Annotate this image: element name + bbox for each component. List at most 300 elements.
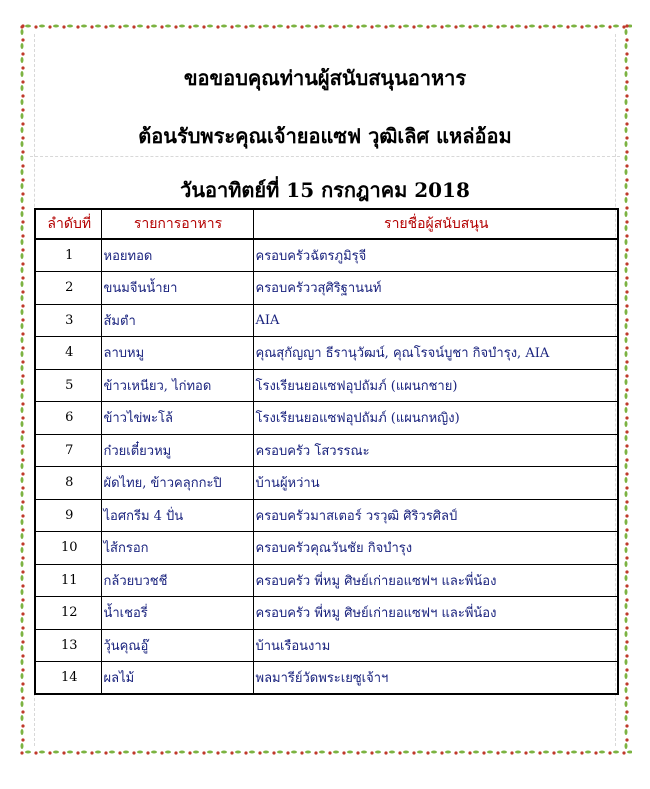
border-leaf [625, 463, 628, 469]
border-leaf [375, 25, 381, 28]
border-leaf [361, 751, 367, 754]
border-leaf [557, 25, 563, 28]
border-leaf [625, 29, 628, 35]
border-ornament [552, 25, 555, 28]
border-ornament [21, 206, 24, 209]
border-leaf [235, 751, 241, 754]
border-ornament [625, 374, 628, 377]
border-leaf [625, 729, 628, 735]
border-leaf [21, 113, 24, 119]
border-ornament [174, 25, 177, 28]
border-ornament [426, 25, 429, 28]
border-ornament [244, 25, 247, 28]
border-ornament [625, 388, 628, 391]
border-leaf [625, 155, 628, 161]
border-ornament [272, 751, 275, 754]
border-ornament [21, 696, 24, 699]
border-ornament [104, 25, 107, 28]
border-leaf [39, 751, 45, 754]
border-ornament [608, 25, 611, 28]
border-leaf [625, 547, 628, 553]
border-leaf [21, 267, 24, 273]
border-leaf [21, 323, 24, 329]
border-ornament [21, 626, 24, 629]
border-ornament [76, 751, 79, 754]
border-leaf [625, 393, 628, 399]
border-ornament [625, 220, 628, 223]
border-ornament [625, 738, 628, 741]
border-ornament [625, 164, 628, 167]
border-leaf [305, 25, 311, 28]
border-leaf [625, 589, 628, 595]
heading-thanks: ขอขอบคุณท่านผู้สนับสนุนอาหาร [183, 66, 467, 90]
border-leaf [21, 211, 24, 217]
border-ornament [384, 25, 387, 28]
border-leaf [81, 751, 87, 754]
border-ornament [496, 25, 499, 28]
border-leaf [431, 751, 437, 754]
border-ornament [21, 584, 24, 587]
border-leaf [625, 43, 628, 49]
decorative-border-top [18, 22, 632, 32]
border-ornament [625, 472, 628, 475]
border-leaf [21, 519, 24, 525]
border-leaf [21, 505, 24, 511]
border-leaf [179, 25, 185, 28]
border-ornament [594, 751, 597, 754]
border-ornament [48, 25, 51, 28]
border-leaf [21, 645, 24, 651]
border-ornament [625, 570, 628, 573]
border-ornament [202, 751, 205, 754]
border-ornament [625, 38, 628, 41]
border-leaf [347, 751, 353, 754]
border-ornament [174, 751, 177, 754]
border-ornament [21, 346, 24, 349]
border-ornament [21, 164, 24, 167]
border-ornament [90, 751, 93, 754]
border-ornament [454, 751, 457, 754]
border-ornament [21, 682, 24, 685]
border-ornament [34, 25, 37, 28]
heading-date: วันอาทิตย์ที่ 15 กรกฎาคม 2018 [180, 178, 470, 202]
row-number: 7 [35, 434, 101, 467]
border-leaf [95, 25, 101, 28]
border-leaf [625, 253, 628, 259]
sponsor-name: ครอบครัวคุณวันชัย กิจบำรุง [253, 532, 618, 565]
border-leaf [625, 687, 628, 693]
sponsor-name: ครอบครัวฉัตรภูมิรุจี [253, 239, 618, 272]
border-ornament [21, 556, 24, 559]
border-leaf [21, 729, 24, 735]
border-ornament [398, 25, 401, 28]
border-ornament [625, 654, 628, 657]
layout-guide [30, 156, 620, 157]
border-ornament [625, 444, 628, 447]
border-ornament [300, 751, 303, 754]
row-number: 3 [35, 304, 101, 337]
border-leaf [487, 751, 493, 754]
border-ornament [258, 25, 261, 28]
border-leaf [319, 751, 325, 754]
border-ornament [342, 751, 345, 754]
border-ornament [21, 486, 24, 489]
border-ornament [160, 751, 163, 754]
border-ornament [132, 25, 135, 28]
border-leaf [613, 25, 619, 28]
border-ornament [21, 248, 24, 251]
border-leaf [625, 715, 628, 721]
sponsor-name: คุณสุกัญญา ธีรานุวัฒน์, คุณโรจน์บูชา กิจบำรุง, AIA [253, 337, 618, 370]
border-leaf [625, 295, 628, 301]
border-ornament [625, 612, 628, 615]
row-number: 12 [35, 597, 101, 630]
border-ornament [625, 360, 628, 363]
border-leaf [625, 701, 628, 707]
sponsor-name: โรงเรียนยอแซฟอุปถัมภ์ (แผนกชาย) [253, 369, 618, 402]
border-leaf [501, 25, 507, 28]
food-item: ก๋วยเตี๋ยวหมู [101, 434, 253, 467]
border-leaf [193, 751, 199, 754]
border-leaf [151, 751, 157, 754]
border-ornament [21, 458, 24, 461]
row-number: 11 [35, 564, 101, 597]
border-ornament [608, 751, 611, 754]
border-leaf [21, 603, 24, 609]
sponsor-name: โรงเรียนยอแซฟอุปถัมภ์ (แผนกหญิง) [253, 402, 618, 435]
border-leaf [21, 449, 24, 455]
border-ornament [146, 25, 149, 28]
table-row [35, 369, 618, 402]
border-ornament [62, 751, 65, 754]
border-ornament [412, 25, 415, 28]
sponsor-name: ครอบครัว พี่หมู ศิษย์เก่ายอแซฟฯ และพี่น้อง [253, 564, 618, 597]
border-ornament [625, 94, 628, 97]
border-leaf [375, 751, 381, 754]
border-ornament [625, 248, 628, 251]
border-ornament [625, 402, 628, 405]
border-leaf [417, 751, 423, 754]
border-leaf [21, 43, 24, 49]
border-leaf [599, 25, 605, 28]
border-leaf [487, 25, 493, 28]
border-leaf [21, 337, 24, 343]
border-ornament [328, 25, 331, 28]
table-row [35, 532, 618, 565]
border-leaf [625, 631, 628, 637]
border-leaf [123, 751, 129, 754]
border-ornament [625, 640, 628, 643]
border-leaf [21, 295, 24, 301]
border-ornament [21, 640, 24, 643]
row-number: 9 [35, 499, 101, 532]
food-item: ไส้กรอก [101, 532, 253, 565]
sponsor-table [34, 208, 619, 695]
border-leaf [21, 491, 24, 497]
border-leaf [21, 421, 24, 427]
border-leaf [67, 25, 73, 28]
border-leaf [21, 547, 24, 553]
table-row [35, 304, 618, 337]
border-leaf [417, 25, 423, 28]
border-ornament [230, 25, 233, 28]
border-leaf [333, 751, 339, 754]
border-leaf [625, 225, 628, 231]
border-ornament [625, 430, 628, 433]
border-leaf [123, 25, 129, 28]
border-leaf [515, 751, 521, 754]
border-leaf [249, 751, 255, 754]
border-ornament [594, 25, 597, 28]
border-ornament [216, 751, 219, 754]
border-leaf [625, 309, 628, 315]
border-leaf [21, 631, 24, 637]
border-ornament [412, 751, 415, 754]
border-leaf [403, 25, 409, 28]
border-ornament [356, 751, 359, 754]
border-ornament [370, 751, 373, 754]
border-leaf [459, 25, 465, 28]
border-ornament [21, 388, 24, 391]
border-ornament [625, 290, 628, 293]
border-leaf [473, 25, 479, 28]
border-leaf [305, 751, 311, 754]
border-ornament [625, 416, 628, 419]
food-item: กล้วยบวชชี [101, 564, 253, 597]
border-ornament [625, 262, 628, 265]
border-leaf [21, 155, 24, 161]
border-leaf [21, 365, 24, 371]
border-ornament [90, 25, 93, 28]
sponsor-name: ครอบครัวมาสเตอร์ วรวุฒิ ศิริวรศิลป์ [253, 499, 618, 532]
border-leaf [625, 337, 628, 343]
border-ornament [21, 528, 24, 531]
border-ornament [230, 751, 233, 754]
border-leaf [221, 751, 227, 754]
border-leaf [625, 491, 628, 497]
border-ornament [21, 262, 24, 265]
border-ornament [625, 234, 628, 237]
border-ornament [21, 290, 24, 293]
border-leaf [625, 351, 628, 357]
border-ornament [625, 584, 628, 587]
border-ornament [146, 751, 149, 754]
border-ornament [625, 500, 628, 503]
border-leaf [625, 659, 628, 665]
border-leaf [21, 589, 24, 595]
border-leaf [625, 211, 628, 217]
sponsor-name: บ้านเรือนงาม [253, 629, 618, 662]
food-item: ข้าวเหนียว, ไก่ทอด [101, 369, 253, 402]
border-ornament [314, 25, 317, 28]
border-ornament [21, 38, 24, 41]
border-leaf [319, 25, 325, 28]
decorative-border-bottom [18, 748, 632, 758]
border-ornament [625, 108, 628, 111]
table-row [35, 402, 618, 435]
table-row [35, 499, 618, 532]
border-leaf [137, 25, 143, 28]
heading-welcome: ต้อนรับพระคุณเจ้ายอแซฟ วุฒิเลิศ แหล่อ้อม [138, 124, 512, 148]
food-item: น้ำเชอรี่ [101, 597, 253, 630]
border-leaf [21, 393, 24, 399]
border-ornament [62, 25, 65, 28]
border-leaf [625, 575, 628, 581]
border-leaf [109, 751, 115, 754]
border-ornament [160, 25, 163, 28]
border-ornament [21, 360, 24, 363]
border-ornament [580, 751, 583, 754]
border-leaf [625, 99, 628, 105]
border-ornament [21, 514, 24, 517]
border-leaf [625, 673, 628, 679]
border-ornament [625, 486, 628, 489]
border-ornament [21, 500, 24, 503]
row-number: 1 [35, 239, 101, 272]
border-ornament [21, 416, 24, 419]
table-row [35, 467, 618, 500]
border-ornament [625, 598, 628, 601]
table-row [35, 629, 618, 662]
border-leaf [21, 673, 24, 679]
border-ornament [188, 25, 191, 28]
border-leaf [165, 751, 171, 754]
border-ornament [524, 25, 527, 28]
border-leaf [277, 25, 283, 28]
border-ornament [48, 751, 51, 754]
border-leaf [625, 379, 628, 385]
table-header-row [35, 209, 618, 239]
border-leaf [207, 25, 213, 28]
border-leaf [21, 687, 24, 693]
row-number: 14 [35, 662, 101, 695]
border-ornament [21, 738, 24, 741]
border-ornament [21, 570, 24, 573]
border-ornament [21, 332, 24, 335]
border-leaf [21, 99, 24, 105]
border-ornament [510, 751, 513, 754]
border-leaf [445, 751, 451, 754]
border-leaf [21, 253, 24, 259]
border-ornament [370, 25, 373, 28]
border-ornament [21, 710, 24, 713]
border-ornament [625, 346, 628, 349]
border-ornament [538, 751, 541, 754]
border-ornament [625, 556, 628, 559]
column-header-sponsor: รายชื่อผู้สนับสนุน [253, 209, 618, 239]
border-ornament [625, 626, 628, 629]
food-item: ผัดไทย, ข้าวคลุกกะปิ [101, 467, 253, 500]
border-leaf [263, 25, 269, 28]
border-leaf [21, 659, 24, 665]
border-leaf [21, 29, 24, 35]
border-ornament [482, 751, 485, 754]
border-ornament [21, 612, 24, 615]
border-leaf [571, 25, 577, 28]
border-leaf [625, 113, 628, 119]
border-leaf [625, 645, 628, 651]
border-ornament [21, 52, 24, 55]
border-ornament [342, 25, 345, 28]
border-leaf [431, 25, 437, 28]
border-ornament [482, 25, 485, 28]
border-leaf [625, 603, 628, 609]
row-number: 6 [35, 402, 101, 435]
border-leaf [585, 751, 591, 754]
border-leaf [625, 477, 628, 483]
sponsor-name: AIA [253, 304, 618, 337]
border-leaf [625, 365, 628, 371]
border-leaf [625, 617, 628, 623]
border-ornament [21, 724, 24, 727]
border-ornament [440, 751, 443, 754]
border-leaf [613, 751, 619, 754]
border-ornament [286, 25, 289, 28]
border-ornament [625, 458, 628, 461]
table-row [35, 239, 618, 272]
food-item: ขนมจีนน้ำยา [101, 272, 253, 305]
border-leaf [599, 751, 605, 754]
border-ornament [625, 52, 628, 55]
border-leaf [151, 25, 157, 28]
border-leaf [625, 505, 628, 511]
food-item: ผลไม้ [101, 662, 253, 695]
border-ornament [566, 751, 569, 754]
border-leaf [625, 281, 628, 287]
table-row [35, 337, 618, 370]
row-number: 5 [35, 369, 101, 402]
border-ornament [258, 751, 261, 754]
border-ornament [468, 25, 471, 28]
food-item: ส้มตำ [101, 304, 253, 337]
border-ornament [216, 25, 219, 28]
row-number: 10 [35, 532, 101, 565]
border-leaf [501, 751, 507, 754]
row-number: 13 [35, 629, 101, 662]
column-header-number: ลำดับที่ [35, 209, 101, 239]
border-ornament [625, 318, 628, 321]
border-ornament [21, 276, 24, 279]
border-leaf [21, 575, 24, 581]
border-leaf [21, 281, 24, 287]
border-leaf [109, 25, 115, 28]
row-number: 8 [35, 467, 101, 500]
border-ornament [21, 430, 24, 433]
border-leaf [53, 25, 59, 28]
border-ornament [21, 234, 24, 237]
border-leaf [571, 751, 577, 754]
border-ornament [625, 542, 628, 545]
border-ornament [625, 332, 628, 335]
border-leaf [21, 309, 24, 315]
sponsor-name: ครอบครัว โสวรรณะ [253, 434, 618, 467]
border-leaf [137, 751, 143, 754]
food-item: ข้าวไข่พะโล้ [101, 402, 253, 435]
border-leaf [625, 533, 628, 539]
border-ornament [552, 751, 555, 754]
border-leaf [361, 25, 367, 28]
border-ornament [398, 751, 401, 754]
table-row [35, 662, 618, 695]
border-leaf [625, 407, 628, 413]
border-leaf [21, 477, 24, 483]
border-leaf [625, 323, 628, 329]
sponsor-name: ครอบครัววสุศิริฐานนท์ [253, 272, 618, 305]
border-ornament [118, 751, 121, 754]
border-leaf [263, 751, 269, 754]
border-leaf [21, 239, 24, 245]
border-leaf [625, 519, 628, 525]
